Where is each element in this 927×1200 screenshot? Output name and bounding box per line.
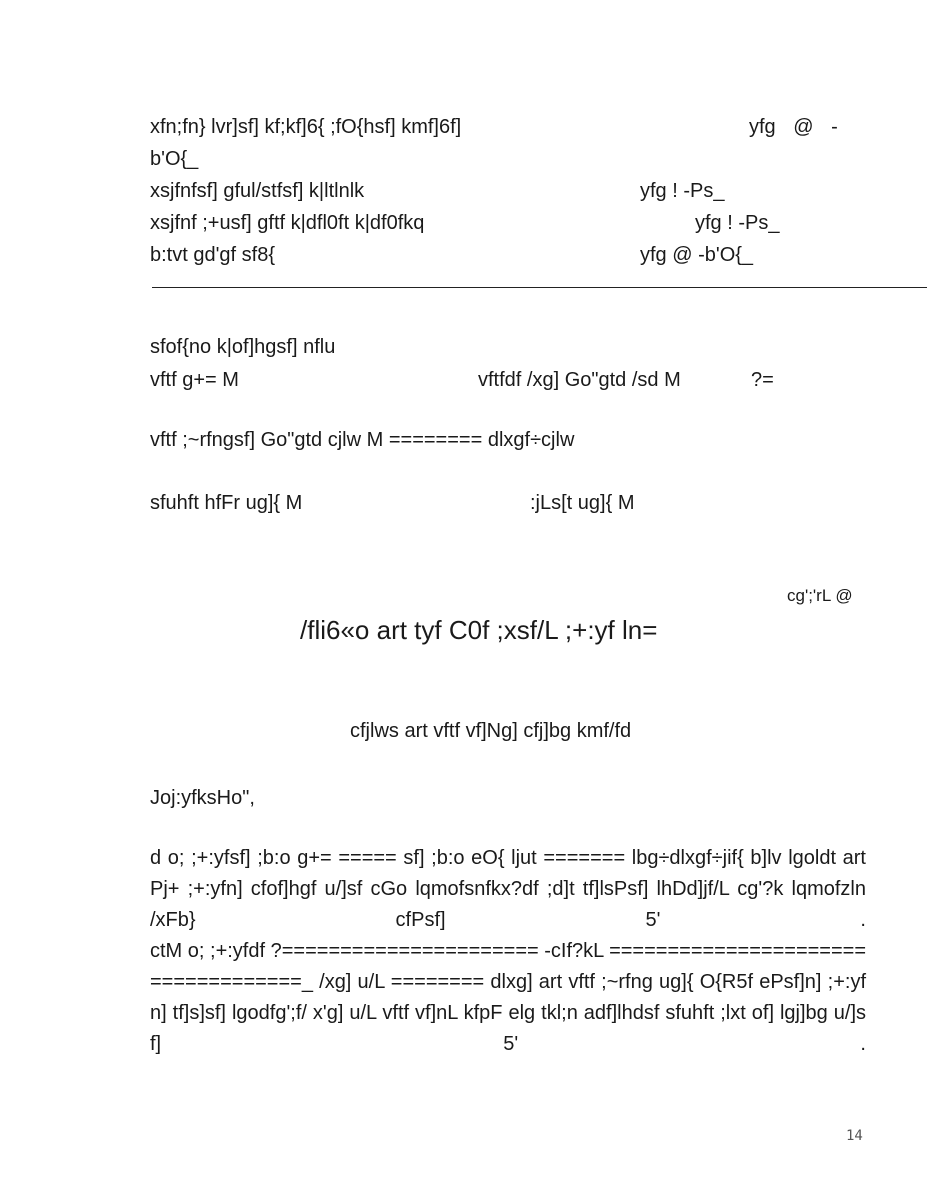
section-divider [152, 287, 927, 288]
checklist-item-relation-proof: xsjfnf ;+usf] gftf k|dfl0ft k|df0fkq [150, 212, 425, 234]
checklist-item-photo-count: yfg @ - [749, 116, 838, 138]
checklist-item-signature-card: b:tvt gd'gf sf8{ [150, 244, 276, 266]
paragraph-membership: d o; ;+:yfsf] ;b:o g+= ===== sf] ;b:o eO{ ljut ======= lbg÷dlxgf÷jif{ b]lv lgoldt art Pj+ ;+:yfn] cfof]hgf u/]sf cGo lqmofsnfkx?df ;d]t tf]lsPsf] lhDd]jf/L cg'?k lqmofzln /xFb} cfPsf] 5' . [150, 847, 866, 931]
paragraph-request: ctM o; ;+:yfdf ?====================== -cIf?kL ===================================_ /xg] u/L ======== dlxg] art vftf ;~rfng ug]{ O{R5f ePsf]n] ;+:yfn] tf]s]sf] lgodfg';f/ x'g] u/L vftf vf]nL kfpF elg tkl;n adf]lhdsf sfuhft ;lxt of] lgj]bg u/]sf] 5' . [150, 940, 867, 1055]
annex-label: cg';'rL @ [787, 586, 853, 605]
institution-title: /fli6«o art tyf C0f ;xsf/L ;+:yf ln= [300, 615, 658, 645]
account-number-label: vftf g+= M [150, 369, 239, 391]
checklist-item-photo-count-cont: b'O{_ [150, 148, 199, 170]
checklist-item-photo: xfn;fn} lvr]sf] kf;kf]6{ ;fO{hsf] kmf]6f] [150, 116, 462, 138]
minimum-balance-label: vftfdf /xg] Go"gtd /sd M [478, 369, 681, 391]
approver-label: :jLs[t ug]{ M [530, 492, 635, 514]
office-use-heading: sfof{no k|of]hgsf] nflu [150, 336, 336, 358]
page-number: 14 [846, 1128, 863, 1144]
checklist-item-relation-proof-count: yfg ! -Ps_ [695, 212, 780, 234]
checklist-item-citizenship: xsjfnfsf] gful/stfsf] k|ltlnlk [150, 180, 365, 202]
salutation: Joj:yfksHo", [150, 787, 255, 809]
form-subject: cfjlws art vftf vf]Ng] cfj]bg kmf/fd [350, 720, 632, 742]
checklist-item-citizenship-count: yfg ! -Ps_ [640, 180, 725, 202]
document-verifier-label: sfuhft hfFr ug]{ M [150, 492, 303, 514]
minimum-balance-currency: ?= [751, 369, 774, 391]
checklist-item-signature-card-count: yfg @ -b'O{_ [640, 244, 754, 266]
minimum-period-line: vftf ;~rfngsf] Go"gtd cjlw M ======== dlxgf÷cjlw [150, 429, 575, 451]
